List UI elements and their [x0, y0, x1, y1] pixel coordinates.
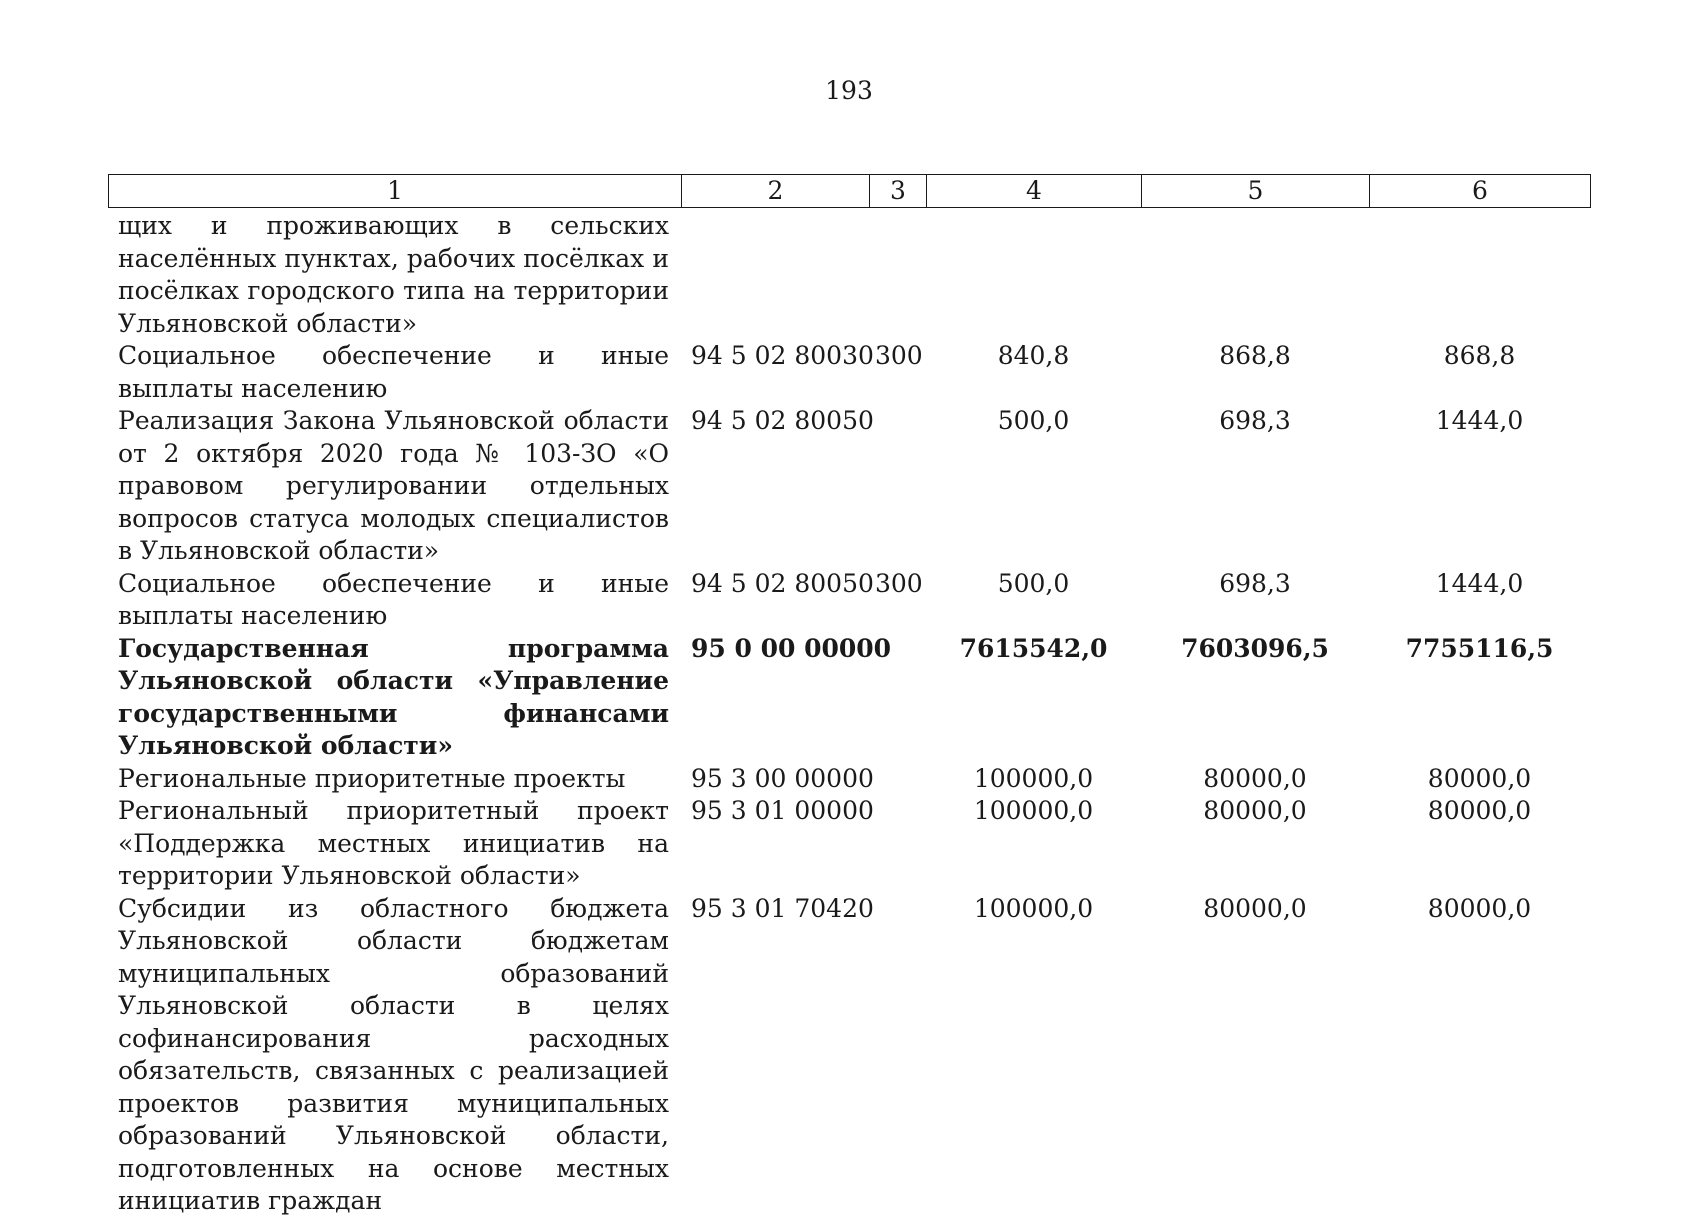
row-vr [869, 763, 926, 796]
row-value-5 [1141, 210, 1369, 340]
page-number: 193 [825, 76, 873, 105]
row-code [681, 210, 869, 340]
header-cell-3: 3 [870, 175, 927, 208]
row-name: Реализация Закона Ульяновской области от 2 октября 2020 года № 103-ЗО «О правовом регулировании отдельных вопросов статуса молодых специалистов в Ульяновской области» [118, 406, 669, 565]
row-code: 94 5 02 80030 [691, 341, 874, 370]
row-name: Субсидии из областного бюджета Ульяновской области бюджетам муниципальных образований Ульяновской области в целях софинансирования расходных обязательств, связанных с реализацией проектов развития муниципальных образований Ульяновской области, подготовленных на основе местных инициатив граждан [118, 893, 669, 1215]
row-value-6: 80000,0 [1427, 893, 1532, 923]
row-value-5: 80000,0 [1203, 796, 1307, 825]
row-value-6: 80000,0 [1427, 763, 1532, 793]
row-value-5: 868,8 [1219, 341, 1291, 370]
row-value-4: 100000,0 [973, 796, 1094, 825]
row-value-6: 80000,0 [1427, 796, 1532, 825]
row-value-6: 868,8 [1443, 341, 1516, 370]
row-name: Региональные приоритетные проекты [118, 763, 626, 793]
row-value-5: 7603096,5 [1181, 633, 1329, 663]
row-value-6 [1369, 210, 1590, 340]
row-name: Социальное обеспечение и иные выплаты населению [118, 568, 669, 630]
table-row [108, 795, 1590, 893]
table-row [108, 405, 1590, 568]
row-value-5: 80000,0 [1203, 763, 1307, 793]
row-code: 94 5 02 80050 [691, 568, 874, 598]
row-value-6: 1444,0 [1435, 568, 1524, 598]
row-value-6: 1444,0 [1435, 406, 1524, 435]
table-row [108, 763, 1590, 796]
row-value-6: 7755116,5 [1405, 633, 1554, 663]
header-cell-2: 2 [682, 175, 870, 208]
table-body [108, 208, 1590, 1218]
header-cell-1: 1 [109, 175, 682, 208]
table-header [108, 174, 1591, 208]
row-value-5: 80000,0 [1203, 893, 1307, 923]
row-name: Государственная программа Ульяновской области «Управление государственными финансами Ульяновской области» [118, 633, 669, 760]
row-vr: 300 [875, 568, 923, 598]
row-vr [869, 893, 926, 1218]
row-value-5: 698,3 [1219, 406, 1291, 435]
row-code: 95 3 00 00000 [691, 763, 874, 793]
row-value-4: 840,8 [997, 341, 1070, 370]
row-vr [869, 795, 926, 893]
row-code: 95 3 01 00000 [691, 796, 874, 825]
row-value-4: 500,0 [997, 568, 1070, 598]
row-code: 95 3 01 70420 [691, 893, 874, 923]
row-value-5: 698,3 [1219, 568, 1291, 598]
row-vr [869, 210, 926, 340]
row-value-4: 7615542,0 [959, 633, 1108, 663]
row-value-4: 100000,0 [973, 763, 1094, 793]
row-name: Социальное обеспечение и иные выплаты населению [118, 341, 669, 403]
row-vr: 300 [875, 341, 923, 370]
row-value-4: 500,0 [997, 406, 1070, 435]
header-cell-6: 6 [1370, 175, 1591, 208]
header-row [109, 175, 1591, 208]
table-row [108, 210, 1590, 340]
row-value-4 [926, 210, 1141, 340]
row-code: 95 0 00 00000 [691, 633, 892, 663]
row-vr [869, 405, 926, 568]
table-row [108, 893, 1590, 1218]
header-cell-4: 4 [927, 175, 1142, 208]
header-cell-5: 5 [1142, 175, 1370, 208]
row-name: Региональный приоритетный проект «Поддержка местных инициатив на территории Ульяновской области» [118, 796, 669, 890]
row-name: щих и проживающих в сельских населённых пунктах, рабочих посёлках и посёлках городского типа на территории Ульяновской области» [118, 211, 669, 338]
table-row [108, 340, 1590, 405]
table-row [108, 568, 1590, 633]
row-value-4: 100000,0 [973, 893, 1094, 923]
table-row-program [108, 633, 1590, 763]
row-code: 94 5 02 80050 [691, 406, 874, 435]
budget-table [108, 174, 1590, 1218]
